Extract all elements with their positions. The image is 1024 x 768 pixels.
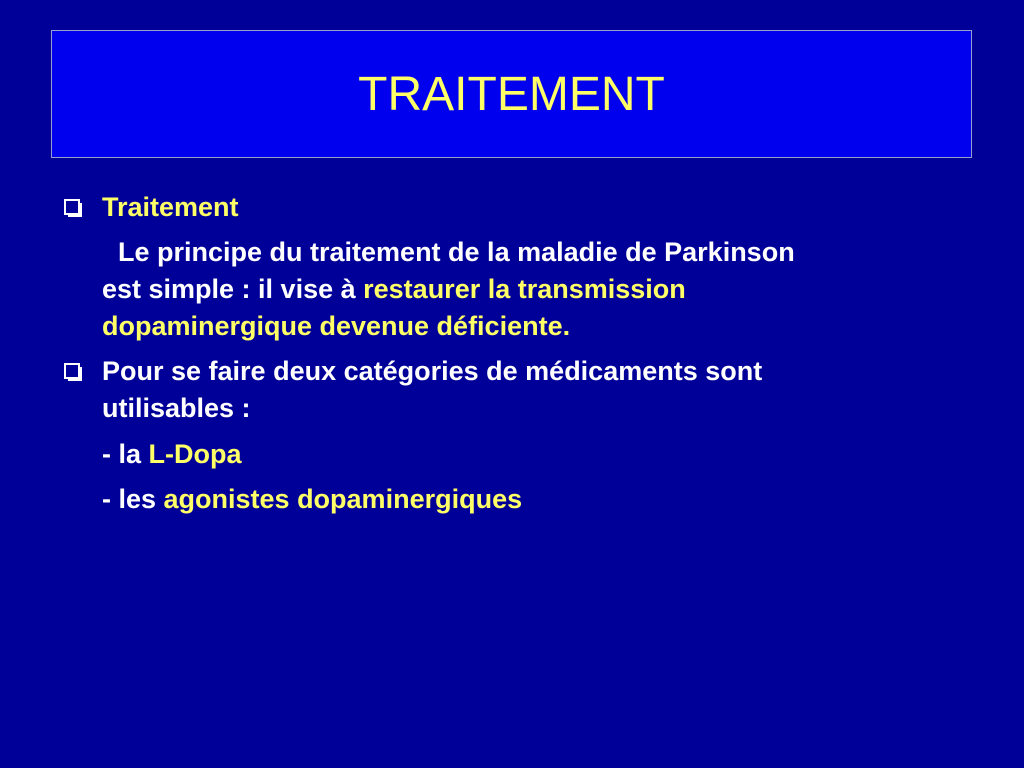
list-item-highlight: L-Dopa [148,439,242,469]
list-item-highlight: agonistes dopaminergiques [163,484,523,514]
paragraph-highlight-1: restaurer la transmission [363,274,686,304]
paragraph-line-2-text: est simple : il vise à [102,274,364,304]
checkbox-bullet-icon [64,199,80,215]
list-item-prefix: - les [102,484,164,514]
list-item-prefix: - la [102,439,149,469]
paragraph-line-1: Le principe du traitement de la maladie de Parkinson [118,237,795,267]
bullet-2-line-1: Pour se faire deux catégories de médicaments sont [102,356,763,386]
slide-title: TRAITEMENT [358,67,665,121]
paragraph-line-2 [102,273,686,305]
list-item [102,438,242,470]
paragraph-highlight-2: dopaminergique devenue déficiente. [102,311,571,341]
checkbox-bullet-icon [64,363,80,379]
bullet-heading: Traitement [102,192,239,222]
list-item [102,483,522,515]
bullet-2-line-2: utilisables : [102,393,251,423]
